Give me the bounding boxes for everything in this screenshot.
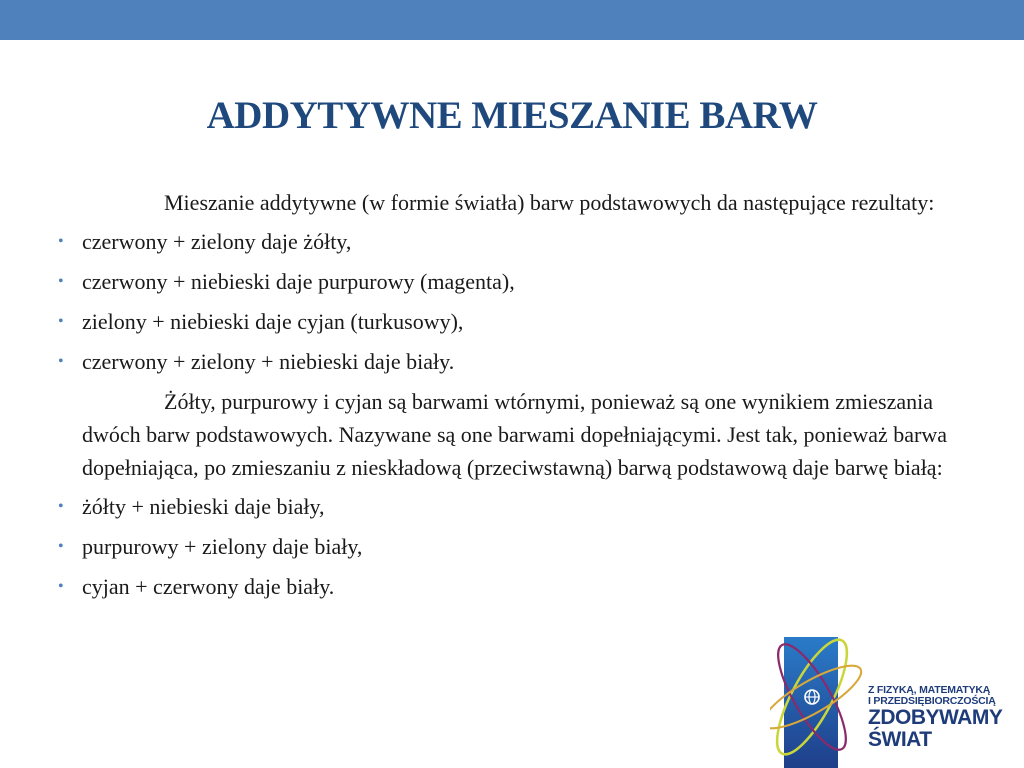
logo-text: [868, 685, 1002, 751]
list-item: [58, 490, 962, 523]
list-item-text: czerwony + niebieski daje purpurowy (magenta),: [82, 269, 515, 294]
list-item-text: cyjan + czerwony daje biały.: [82, 574, 335, 599]
slide-content: [58, 186, 962, 610]
list-item: [58, 265, 962, 298]
header-bar: [0, 0, 1024, 40]
slide-title: ADDYTYWNE MIESZANIE BARW: [206, 94, 818, 137]
logo-line: I PRZEDSIĘBIORCZOŚCIĄ: [868, 695, 996, 707]
bullet-icon: •: [58, 313, 64, 330]
list-item-text: czerwony + zielony + niebieski daje biały.: [82, 349, 455, 374]
list-item-text: czerwony + zielony daje żółty,: [82, 229, 352, 254]
list-item: [58, 570, 962, 603]
bullet-icon: •: [58, 273, 64, 290]
bullet-icon: •: [58, 578, 64, 595]
intro-paragraph: Mieszanie addytywne (w formie światła) barw podstawowych da następujące rezultaty:: [164, 190, 935, 215]
logo-line: Z FIZYKĄ, MATEMATYKĄ: [868, 684, 991, 696]
list-item-text: purpurowy + zielony daje biały,: [82, 534, 363, 559]
logo-line: ZDOBYWAMY: [868, 706, 1003, 729]
middle-paragraph: Żółty, purpurowy i cyjan są barwami wtórnymi, ponieważ są one wynikiem zmieszania dwóch barw podstawowych. Nazywane są one barwami dopełniającymi. Jest tak, ponieważ barwa dopełniająca, po zmieszaniu z nieskładową (przeciwstawną) barwą podstawową daje barwę białą:: [82, 389, 948, 480]
bullet-icon: •: [58, 353, 64, 370]
bullet-icon: •: [58, 498, 64, 515]
list-item: [58, 305, 962, 338]
logo-line: ŚWIAT: [868, 728, 932, 751]
bullet-icon: •: [58, 233, 64, 250]
list-item-text: żółty + niebieski daje biały,: [82, 494, 325, 519]
list-item: [58, 225, 962, 258]
list-item: [58, 530, 962, 563]
list-item-text: zielony + niebieski daje cyjan (turkusowy),: [82, 309, 464, 334]
list-item: [58, 345, 962, 378]
bullet-icon: •: [58, 538, 64, 555]
